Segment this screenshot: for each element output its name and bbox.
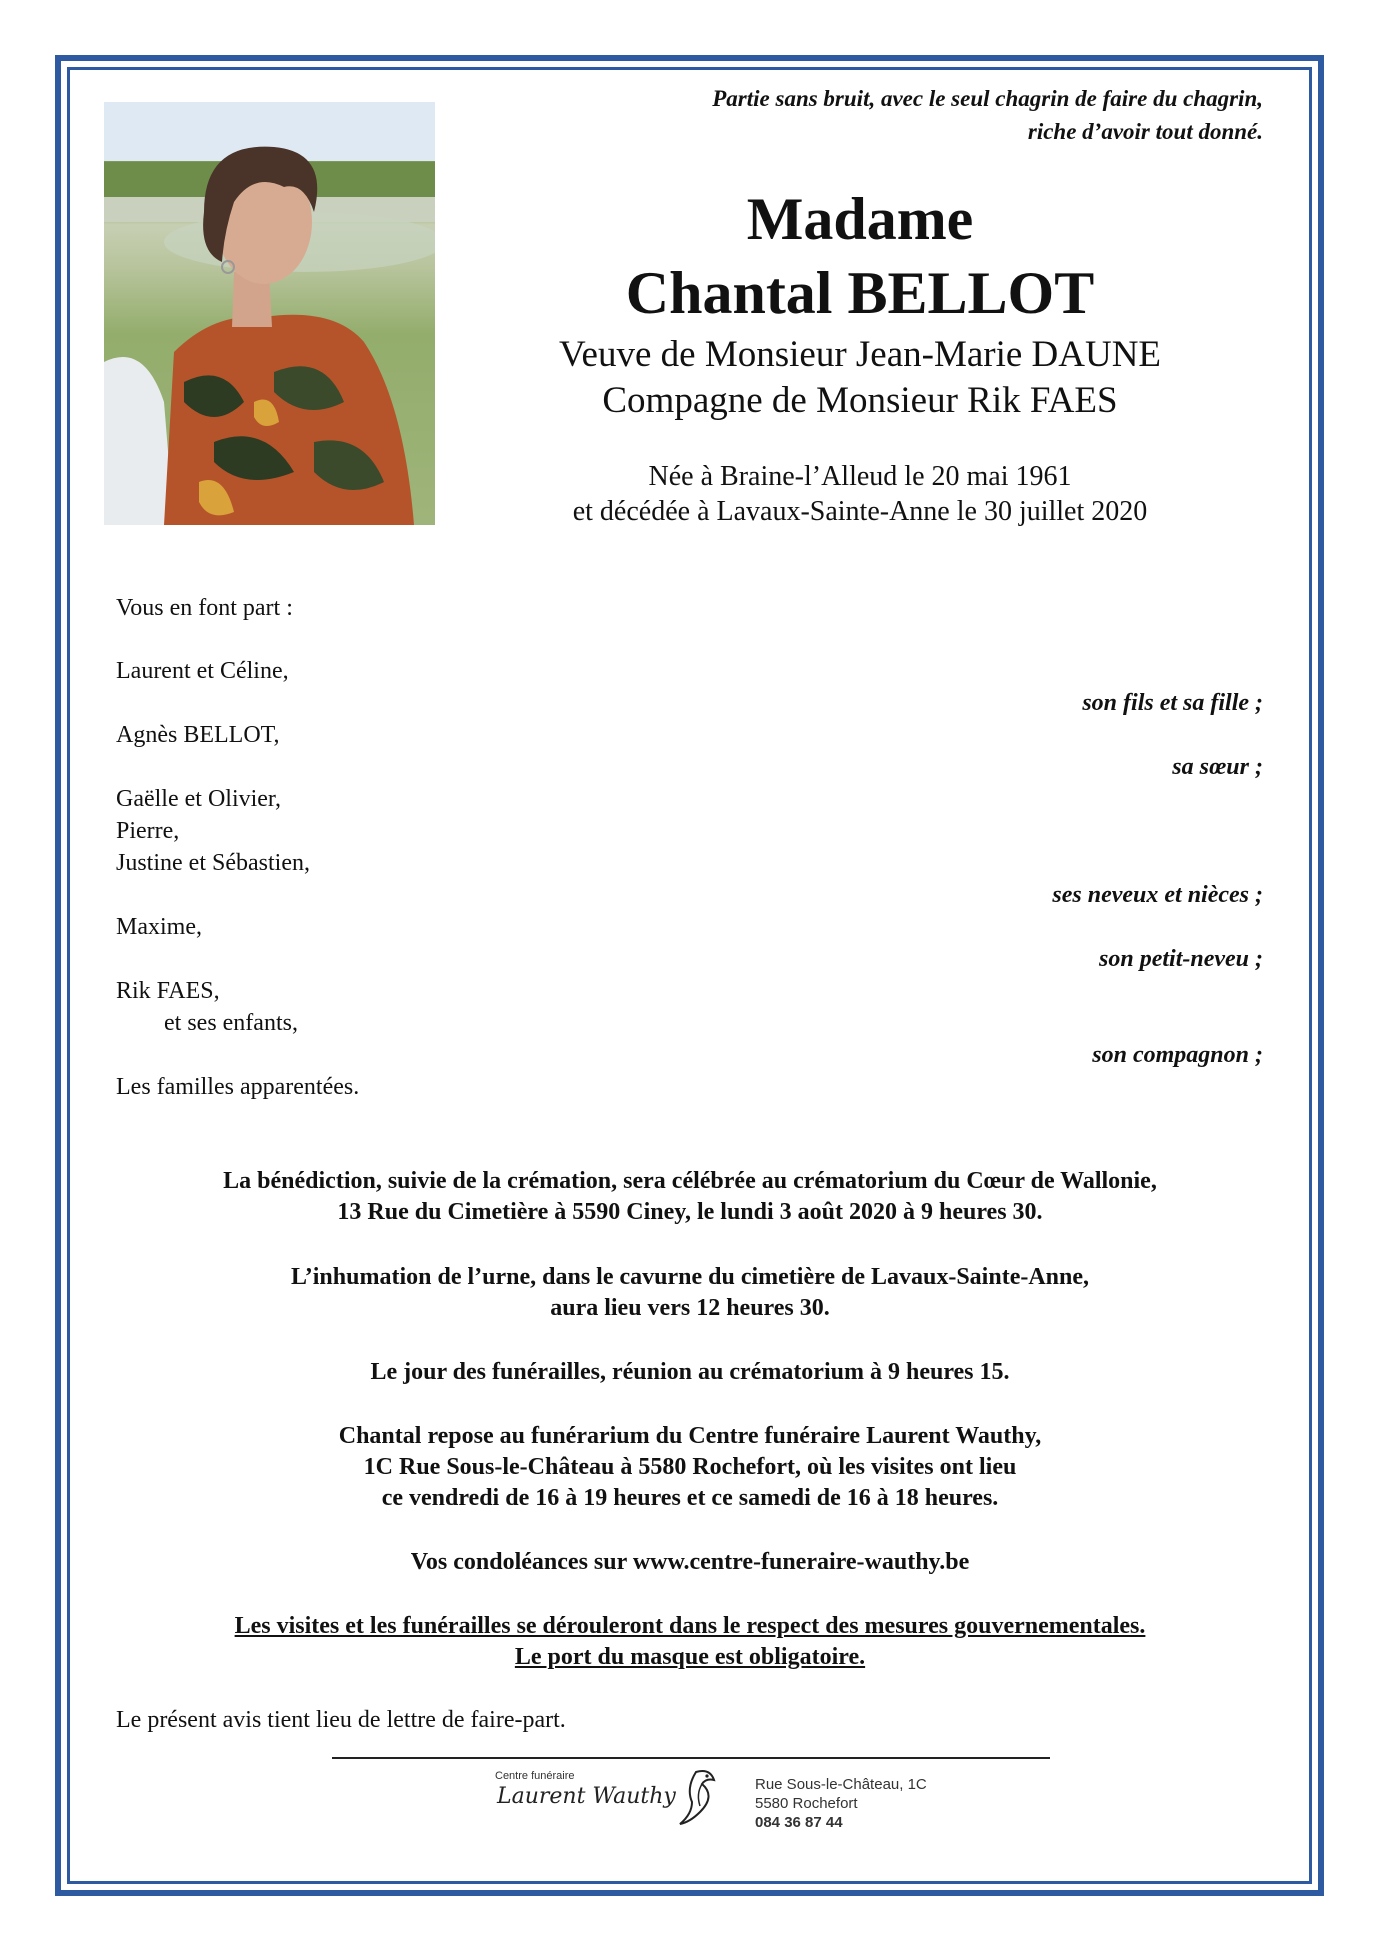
birth-line: Née à Braine-l’Alleud le 20 mai 1961 [648,461,1072,492]
bird-logo-icon [666,1766,728,1830]
condolences-line: Vos condoléances sur www.centre-funeraire-wauthy.be [410,1549,970,1575]
family-name: Agnès BELLOT, [116,722,280,748]
quote-line-1: Partie sans bruit, avec le seul chagrin de faire du chagrin, [712,86,1263,111]
family-name: Laurent et Céline, [116,658,289,684]
visitation-line: Chantal repose au funérarium du Centre funéraire Laurent Wauthy, [338,1423,1042,1449]
family-name: Pierre, [116,818,180,844]
portrait-photo [104,102,435,525]
footer-phone: 084 36 87 44 [755,1814,843,1831]
family-name: Gaëlle et Olivier, [116,786,281,812]
epitaph-quote [463,82,1263,148]
mask-notice-line: Le port du masque est obligatoire. [514,1644,866,1670]
relation-widow: Veuve de Monsieur Jean-Marie DAUNE [558,334,1162,375]
family-name: Justine et Sébastien, [116,850,310,876]
meeting-line: Le jour des funérailles, réunion au crématorium à 9 heures 15. [370,1359,1010,1385]
announcement-intro: Vous en font part : [116,595,293,621]
family-relation: son compagnon ; [1092,1042,1263,1068]
portrait-illustration [104,102,435,525]
funeral-home-logo [495,1768,695,1828]
notice-disclaimer: Le présent avis tient lieu de lettre de faire-part. [116,1707,566,1733]
family-name: et ses enfants, [164,1010,298,1036]
family-relation: son fils et sa fille ; [1082,690,1263,716]
burial-line: L’inhumation de l’urne, dans le cavurne du cimetière de Lavaux-Sainte-Anne, [290,1264,1090,1290]
visitation-line: ce vendredi de 16 à 19 heures et ce samedi de 16 à 18 heures. [381,1485,999,1511]
footer-divider [332,1757,1050,1759]
logo-small-text: Centre funéraire [495,1770,575,1782]
deceased-name: Chantal BELLOT [625,260,1095,326]
family-relation: sa sœur ; [1172,754,1263,780]
ceremony-line: La bénédiction, suivie de la crémation, sera célébrée au crématorium du Cœur de Wallonie, [223,1168,1157,1194]
family-relation: son petit-neveu ; [1099,946,1263,972]
ceremony-line: 13 Rue du Cimetière à 5590 Ciney, le lundi 3 août 2020 à 9 heures 30. [337,1199,1043,1225]
health-notice-line: Les visites et les funérailles se dérouleront dans le respect des mesures gouvernementales. [234,1613,1146,1639]
family-name: Maxime, [116,914,202,940]
death-line: et décédée à Lavaux-Sainte-Anne le 30 juillet 2020 [572,496,1148,527]
burial-line: aura lieu vers 12 heures 30. [550,1295,830,1321]
quote-line-2: riche d’avoir tout donné. [1027,119,1263,144]
visitation-line: 1C Rue Sous-le-Château à 5580 Rochefort, où les visites ont lieu [363,1454,1017,1480]
relation-companion: Compagne de Monsieur Rik FAES [602,380,1118,421]
honorific: Madame [746,186,974,252]
footer-address-city: 5580 Rochefort [755,1795,858,1812]
family-name: Rik FAES, [116,978,220,1004]
announcement-closing: Les familles apparentées. [116,1074,360,1100]
logo-script-text: Laurent Wauthy [497,1784,676,1809]
family-relation: ses neveux et nièces ; [1052,882,1263,908]
footer-address-street: Rue Sous-le-Château, 1C [755,1776,927,1793]
